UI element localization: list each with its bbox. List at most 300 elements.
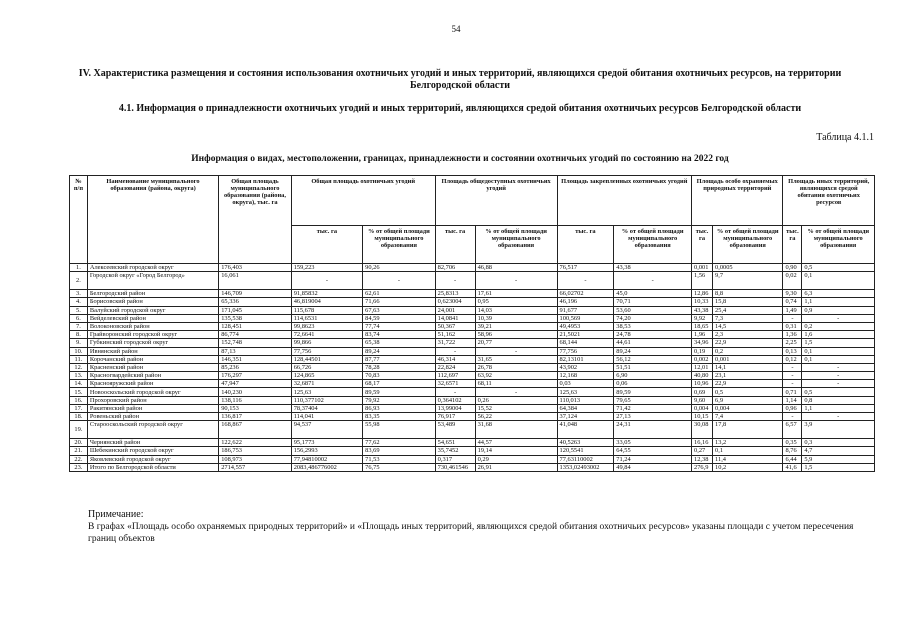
row-value: 0,3 <box>802 439 875 447</box>
row-name: Вейделевский район <box>87 314 218 322</box>
row-value: 12,86 <box>692 290 713 298</box>
row-value: 34,96 <box>692 339 713 347</box>
header-name: Наименование муниципального образования (района, округа) <box>87 176 218 264</box>
row-name: Ракитянский район <box>87 404 218 412</box>
row-value: 79,92 <box>363 396 436 404</box>
row-value: 128,44501 <box>291 355 362 363</box>
row-value: 83,35 <box>363 413 436 421</box>
row-value: 110,013 <box>557 396 614 404</box>
row-number: 6. <box>70 314 88 322</box>
row-value: 32,6571 <box>435 380 475 388</box>
header-hunting-area: Общая площадь охотничьих угодий <box>291 176 435 226</box>
row-value: 0,74 <box>783 298 802 306</box>
note-text: В графах «Площадь особо охраняемых природных территорий» и «Площадь иных территорий, являющихся средой обитания охотничьих ресурсов» указаны площади с учетом пересечения границ объектов <box>88 522 854 544</box>
row-value: 14,1 <box>713 363 783 371</box>
row-value: 9,60 <box>692 396 713 404</box>
row-value: 89,24 <box>363 347 436 355</box>
row-name: Яковлевский городской округ <box>87 455 218 463</box>
subheader-pct: % от общей площади муниципального образования <box>713 226 783 264</box>
row-value: 171,045 <box>219 306 292 314</box>
table-row <box>70 455 875 463</box>
row-value: 6,3 <box>802 290 875 298</box>
row-value: 1,5 <box>802 463 875 471</box>
row-value: - <box>783 314 802 322</box>
row-value: 40,5263 <box>557 439 614 447</box>
table-row <box>70 355 875 363</box>
header-other-area: Площадь иных территорий, являющихся средой обитания охотничьих ресурсов <box>783 176 875 226</box>
row-number: 9. <box>70 339 88 347</box>
row-value: 9,7 <box>713 272 783 290</box>
table-row <box>70 447 875 455</box>
row-value: 0,06 <box>614 380 692 388</box>
row-value: 112,697 <box>435 372 475 380</box>
table-row <box>70 290 875 298</box>
row-value: 1,5 <box>802 339 875 347</box>
row-value: 31,68 <box>475 421 557 439</box>
row-value: 1,56 <box>692 272 713 290</box>
row-value: 64,55 <box>614 447 692 455</box>
table-row <box>70 363 875 371</box>
row-value: 8,8 <box>713 290 783 298</box>
row-value: 82,706 <box>435 264 475 272</box>
row-value: 46,88 <box>475 264 557 272</box>
row-value: 25,4 <box>713 306 783 314</box>
row-value: 43,38 <box>692 306 713 314</box>
row-value: 0,96 <box>783 404 802 412</box>
table-row <box>70 439 875 447</box>
row-value: 56,22 <box>475 413 557 421</box>
row-number: 19. <box>70 421 88 439</box>
row-value: 71,24 <box>614 455 692 463</box>
row-number: 2. <box>70 272 88 290</box>
row-value: 27,13 <box>614 413 692 421</box>
row-value: 159,223 <box>291 264 362 272</box>
row-value: 77,74 <box>363 322 436 330</box>
row-value: 14,5 <box>713 322 783 330</box>
row-value: 114,6531 <box>291 314 362 322</box>
row-name: Алексеевский городской округ <box>87 264 218 272</box>
row-value: 13,99004 <box>435 404 475 412</box>
row-value: 0,317 <box>435 455 475 463</box>
row-value: - <box>783 372 802 380</box>
header-protected-area: Площадь особо охраняемых природных территорий <box>692 176 783 226</box>
row-value: 68,17 <box>363 380 436 388</box>
row-value: 0,2 <box>713 347 783 355</box>
row-value: 83,74 <box>363 331 436 339</box>
row-value: 49,4953 <box>557 322 614 330</box>
row-value: 41,6 <box>783 463 802 471</box>
row-value: - <box>475 272 557 290</box>
row-value: - <box>802 372 875 380</box>
row-value: 99,8623 <box>291 322 362 330</box>
row-value: - <box>614 272 692 290</box>
row-value: 19,14 <box>475 447 557 455</box>
row-value: 51,51 <box>614 363 692 371</box>
row-value: 41,048 <box>557 421 614 439</box>
row-value: 9,30 <box>783 290 802 298</box>
row-value: 76,75 <box>363 463 436 471</box>
row-value: 13,2 <box>713 439 783 447</box>
row-value: 64,384 <box>557 404 614 412</box>
table-row <box>70 372 875 380</box>
row-value: 23,1 <box>713 372 783 380</box>
row-value: 0,27 <box>692 447 713 455</box>
row-value: 50,367 <box>435 322 475 330</box>
table-row <box>70 322 875 330</box>
row-name: Губкинский городской округ <box>87 339 218 347</box>
row-value: 39,21 <box>475 322 557 330</box>
row-value: 6,44 <box>783 455 802 463</box>
row-value: 89,59 <box>614 388 692 396</box>
row-value: 49,84 <box>614 463 692 471</box>
row-value: 125,63 <box>557 388 614 396</box>
row-value: 17,61 <box>475 290 557 298</box>
row-number: 14. <box>70 380 88 388</box>
header-assigned-area: Площадь закрепленных охотничьих угодий <box>557 176 691 226</box>
row-value: 0,1 <box>802 355 875 363</box>
row-value: 1353,02493002 <box>557 463 614 471</box>
row-number: 18. <box>70 413 88 421</box>
row-value: 2,25 <box>783 339 802 347</box>
row-value: - <box>783 380 802 388</box>
row-value: 12,38 <box>692 455 713 463</box>
row-value: 122,622 <box>219 439 292 447</box>
row-value: 65,336 <box>219 298 292 306</box>
row-value: 44,57 <box>475 439 557 447</box>
row-number: 12. <box>70 363 88 371</box>
row-number: 22. <box>70 455 88 463</box>
table-row <box>70 388 875 396</box>
row-value: 146,709 <box>219 290 292 298</box>
row-value: 0,95 <box>475 298 557 306</box>
row-number: 11. <box>70 355 88 363</box>
row-number: 21. <box>70 447 88 455</box>
row-value: 115,678 <box>291 306 362 314</box>
row-value: 79,65 <box>614 396 692 404</box>
row-value: 0,02 <box>783 272 802 290</box>
row-value: 21,5021 <box>557 331 614 339</box>
row-value: 71,66 <box>363 298 436 306</box>
row-name: Итого по Белгородской области <box>87 463 218 471</box>
table-row <box>70 396 875 404</box>
row-value: 7,3 <box>713 314 783 322</box>
table-row <box>70 413 875 421</box>
row-value: 128,451 <box>219 322 292 330</box>
row-value: 0,19 <box>692 347 713 355</box>
row-value: 32,6871 <box>291 380 362 388</box>
row-value: 176,403 <box>219 264 292 272</box>
row-value: 15,8 <box>713 298 783 306</box>
row-value: 8,76 <box>783 447 802 455</box>
row-value: 0,35 <box>783 439 802 447</box>
subsection-title: 4.1. Информация о принадлежности охотничьих угодий и иных территорий, являющихся средой обитания охотничьих ресурсов Белгородской области <box>118 103 802 114</box>
subheader-pct: % от общей площади муниципального образования <box>614 226 692 264</box>
row-value: 24,001 <box>435 306 475 314</box>
row-value: 2714,557 <box>219 463 292 471</box>
row-number: 20. <box>70 439 88 447</box>
row-name: Корочанский район <box>87 355 218 363</box>
row-value: 70,83 <box>363 372 436 380</box>
row-value: 2083,486776002 <box>291 463 362 471</box>
row-value: 68,11 <box>475 380 557 388</box>
row-value: 136,817 <box>219 413 292 421</box>
row-value: 67,63 <box>363 306 436 314</box>
row-value: 10,2 <box>713 463 783 471</box>
row-name: Шебекинский городской округ <box>87 447 218 455</box>
row-value: 0,5 <box>802 388 875 396</box>
row-value: 0,002 <box>692 355 713 363</box>
hunting-grounds-table <box>69 175 875 472</box>
row-value: 77,94810002 <box>291 455 362 463</box>
row-value: 62,61 <box>363 290 436 298</box>
row-value: 10,15 <box>692 413 713 421</box>
row-value: 89,24 <box>614 347 692 355</box>
row-value: 1,96 <box>692 331 713 339</box>
row-value: 1,1 <box>802 404 875 412</box>
row-value: 54,651 <box>435 439 475 447</box>
subheader-ha: тыс. га <box>291 226 362 264</box>
table-row <box>70 331 875 339</box>
row-name: Волоконовский район <box>87 322 218 330</box>
row-value: 4,7 <box>802 447 875 455</box>
header-total-area: Общая площадь муниципального образования (района, округа), тыс. га <box>219 176 292 264</box>
row-value: 99,866 <box>291 339 362 347</box>
row-value: - <box>435 347 475 355</box>
row-value: 0,1 <box>713 447 783 455</box>
row-value: - <box>475 347 557 355</box>
row-value: 95,1773 <box>291 439 362 447</box>
row-value: 140,230 <box>219 388 292 396</box>
row-value: 38,53 <box>614 322 692 330</box>
table-row <box>70 339 875 347</box>
table-row <box>70 298 875 306</box>
row-value: 44,61 <box>614 339 692 347</box>
row-value: 24,31 <box>614 421 692 439</box>
table-caption: Информация о видах, местоположении, границах, принадлежности и состоянии охотничьих угодий по состоянию на 2022 год <box>191 154 729 164</box>
row-name: Борисовский район <box>87 298 218 306</box>
row-value: 1,49 <box>783 306 802 314</box>
row-number: 13. <box>70 372 88 380</box>
row-value: 15,52 <box>475 404 557 412</box>
row-name: Чернянский район <box>87 439 218 447</box>
row-value: - <box>557 272 614 290</box>
row-value: 31,722 <box>435 339 475 347</box>
row-value: 46,314 <box>435 355 475 363</box>
row-name: Ровеньский район <box>87 413 218 421</box>
row-value: 730,461546 <box>435 463 475 471</box>
row-name: Красненский район <box>87 363 218 371</box>
row-value: 26,91 <box>475 463 557 471</box>
row-value: 33,05 <box>614 439 692 447</box>
row-value: 40,80 <box>692 372 713 380</box>
row-value: 0,623004 <box>435 298 475 306</box>
row-value: 20,77 <box>475 339 557 347</box>
row-value: 0,001 <box>692 264 713 272</box>
row-value: 176,297 <box>219 372 292 380</box>
row-value: 0,31 <box>783 322 802 330</box>
row-value: 84,59 <box>363 314 436 322</box>
row-value: 58,96 <box>475 331 557 339</box>
row-value: 0,29 <box>475 455 557 463</box>
row-name: Белгородский район <box>87 290 218 298</box>
row-value: 77,63110002 <box>557 455 614 463</box>
row-value: - <box>475 388 557 396</box>
row-value: 124,865 <box>291 372 362 380</box>
row-value: - <box>783 413 802 421</box>
row-value: 77,756 <box>557 347 614 355</box>
row-number: 5. <box>70 306 88 314</box>
row-value: 77,62 <box>363 439 436 447</box>
row-value: 66,02702 <box>557 290 614 298</box>
row-value: 0,0005 <box>713 264 783 272</box>
table-row <box>70 404 875 412</box>
row-value: 0,8 <box>802 396 875 404</box>
row-value: 186,753 <box>219 447 292 455</box>
row-value: 90,26 <box>363 264 436 272</box>
row-value: 87,77 <box>363 355 436 363</box>
row-value: 12,168 <box>557 372 614 380</box>
row-value: 78,28 <box>363 363 436 371</box>
row-value: 276,9 <box>692 463 713 471</box>
row-value: 1,1 <box>802 298 875 306</box>
row-value: 0,1 <box>802 272 875 290</box>
row-value: 0,90 <box>783 264 802 272</box>
row-value: 114,041 <box>291 413 362 421</box>
row-value: 43,902 <box>557 363 614 371</box>
row-value: 25,8313 <box>435 290 475 298</box>
row-value: 89,59 <box>363 388 436 396</box>
row-value: 76,917 <box>435 413 475 421</box>
row-value: - <box>802 363 875 371</box>
row-number: 1. <box>70 264 88 272</box>
subheader-ha: тыс. га <box>692 226 713 264</box>
table-row <box>70 272 875 290</box>
row-value: 17,8 <box>713 421 783 439</box>
row-value: 53,489 <box>435 421 475 439</box>
row-value: 0,12 <box>783 355 802 363</box>
row-value: 0,03 <box>557 380 614 388</box>
row-name: Красногвардейский район <box>87 372 218 380</box>
row-value: 14,0841 <box>435 314 475 322</box>
row-value: 1,14 <box>783 396 802 404</box>
row-value: - <box>802 413 875 421</box>
row-name: Грайворонский городской округ <box>87 331 218 339</box>
row-value: 24,78 <box>614 331 692 339</box>
row-name: Краснояружский район <box>87 380 218 388</box>
row-value: 56,12 <box>614 355 692 363</box>
row-value: 156,2993 <box>291 447 362 455</box>
row-value: 0,9 <box>802 306 875 314</box>
row-value: 35,7452 <box>435 447 475 455</box>
row-value: 14,03 <box>475 306 557 314</box>
row-number: 17. <box>70 404 88 412</box>
row-value: 87,13 <box>219 347 292 355</box>
row-value: 7,4 <box>713 413 783 421</box>
row-value: 135,538 <box>219 314 292 322</box>
row-value: 22,824 <box>435 363 475 371</box>
row-value: 37,124 <box>557 413 614 421</box>
row-value: 72,6641 <box>291 331 362 339</box>
table-row <box>70 421 875 439</box>
row-name: Городской округ «Город Белгород» <box>87 272 218 290</box>
row-value: 6,9 <box>713 396 783 404</box>
row-number: 15. <box>70 388 88 396</box>
row-value: 53,60 <box>614 306 692 314</box>
row-value: 0,26 <box>475 396 557 404</box>
row-value: 94,537 <box>291 421 362 439</box>
row-value: 30,08 <box>692 421 713 439</box>
subheader-ha: тыс. га <box>435 226 475 264</box>
row-value: 43,38 <box>614 264 692 272</box>
row-value: 0,5 <box>713 388 783 396</box>
subheader-ha: тыс. га <box>557 226 614 264</box>
row-value: 82,13101 <box>557 355 614 363</box>
row-value: 31,65 <box>475 355 557 363</box>
row-value: 0,5 <box>802 264 875 272</box>
row-value: 77,756 <box>291 347 362 355</box>
row-value: 0,13 <box>783 347 802 355</box>
row-value: 0,004 <box>713 404 783 412</box>
row-value: 46,196 <box>557 298 614 306</box>
row-value: 9,92 <box>692 314 713 322</box>
note-title: Примечание: <box>88 509 144 520</box>
row-value: 3,9 <box>802 421 875 439</box>
row-number: 4. <box>70 298 88 306</box>
row-value: 86,93 <box>363 404 436 412</box>
row-value: 45,0 <box>614 290 692 298</box>
row-value: 16,061 <box>219 272 292 290</box>
row-value: 0,364102 <box>435 396 475 404</box>
row-name: Валуйский городской округ <box>87 306 218 314</box>
row-value: 90,153 <box>219 404 292 412</box>
row-value: - <box>802 314 875 322</box>
row-value: - <box>435 272 475 290</box>
table-row <box>70 264 875 272</box>
row-value: 152,748 <box>219 339 292 347</box>
row-value: 16,16 <box>692 439 713 447</box>
subheader-ha: тыс. га <box>783 226 802 264</box>
row-value: 125,63 <box>291 388 362 396</box>
table-row <box>70 463 875 471</box>
row-value: 76,517 <box>557 264 614 272</box>
row-value: 71,53 <box>363 455 436 463</box>
row-number: 3. <box>70 290 88 298</box>
row-value: 12,01 <box>692 363 713 371</box>
row-value: 91,85832 <box>291 290 362 298</box>
row-value: 10,39 <box>475 314 557 322</box>
row-value: 47,947 <box>219 380 292 388</box>
row-value: 11,4 <box>713 455 783 463</box>
row-value: 0,004 <box>692 404 713 412</box>
row-value: - <box>783 363 802 371</box>
row-value: 51,162 <box>435 331 475 339</box>
row-name: Ивнянский район <box>87 347 218 355</box>
subheader-pct: % от общей площади муниципального образования <box>475 226 557 264</box>
row-name: Старооскольский городской округ <box>87 421 218 439</box>
row-value: 83,69 <box>363 447 436 455</box>
row-value: 5,9 <box>802 455 875 463</box>
table-body <box>70 264 875 472</box>
row-value: 146,351 <box>219 355 292 363</box>
row-value: 138,116 <box>219 396 292 404</box>
row-value: 0,001 <box>713 355 783 363</box>
row-value: 2,3 <box>713 331 783 339</box>
row-value: 22,9 <box>713 339 783 347</box>
row-value: 66,726 <box>291 363 362 371</box>
row-value: 1,6 <box>802 331 875 339</box>
row-value: 18,65 <box>692 322 713 330</box>
table-row <box>70 380 875 388</box>
